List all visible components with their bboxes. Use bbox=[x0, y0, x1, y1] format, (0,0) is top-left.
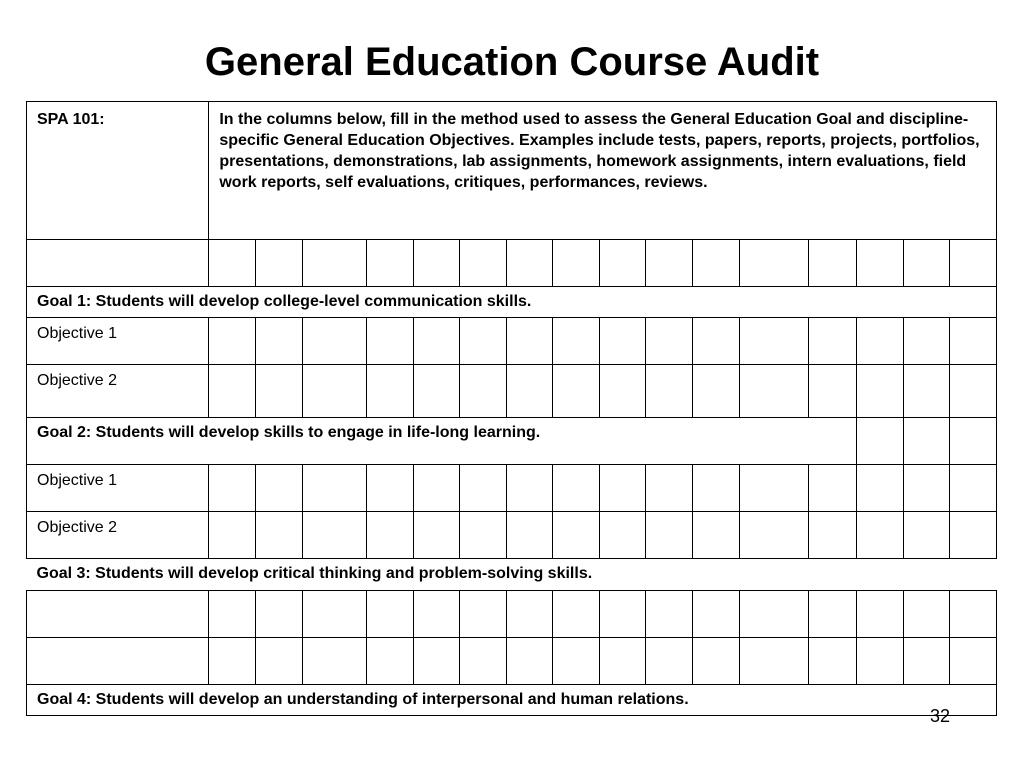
assessment-cell[interactable] bbox=[693, 365, 740, 418]
assessment-cell[interactable] bbox=[693, 465, 740, 512]
assessment-cell[interactable] bbox=[209, 638, 256, 685]
assessment-cell[interactable] bbox=[553, 318, 600, 365]
assessment-cell[interactable] bbox=[459, 512, 506, 559]
assessment-cell[interactable] bbox=[740, 318, 809, 365]
assessment-cell[interactable] bbox=[459, 591, 506, 638]
assessment-cell[interactable] bbox=[209, 318, 256, 365]
assessment-cell[interactable] bbox=[366, 512, 413, 559]
method-cell[interactable] bbox=[209, 240, 256, 287]
assessment-cell[interactable] bbox=[856, 365, 903, 418]
goal-row bbox=[27, 418, 997, 465]
method-cell[interactable] bbox=[413, 240, 459, 287]
objective-label: Objective 2 bbox=[27, 365, 209, 418]
assessment-cell[interactable] bbox=[209, 591, 256, 638]
goal-2-label: Goal 2: Students will develop skills to engage in life-long learning. bbox=[27, 418, 857, 465]
assessment-cell[interactable] bbox=[856, 638, 903, 685]
assessment-cell[interactable] bbox=[600, 318, 646, 365]
assessment-cell[interactable] bbox=[740, 365, 809, 418]
assessment-cell[interactable] bbox=[506, 591, 552, 638]
method-cell[interactable] bbox=[856, 240, 903, 287]
assessment-cell[interactable] bbox=[366, 318, 413, 365]
assessment-cell[interactable] bbox=[693, 512, 740, 559]
assessment-cell[interactable] bbox=[903, 365, 949, 418]
objective-label: Objective 1 bbox=[27, 318, 209, 365]
objective-label: Objective 2 bbox=[27, 512, 209, 559]
assessment-cell[interactable] bbox=[740, 591, 809, 638]
assessment-cell[interactable] bbox=[209, 512, 256, 559]
assessment-cell[interactable] bbox=[809, 638, 856, 685]
assessment-cell[interactable] bbox=[256, 512, 302, 559]
assessment-cell[interactable] bbox=[949, 638, 996, 685]
assessment-cell[interactable] bbox=[506, 318, 552, 365]
page-number: 32 bbox=[930, 706, 951, 726]
objective-row bbox=[27, 591, 997, 638]
assessment-cell[interactable] bbox=[209, 465, 256, 512]
assessment-cell[interactable] bbox=[506, 638, 552, 685]
assessment-cell[interactable] bbox=[302, 512, 366, 559]
assessment-cell[interactable] bbox=[553, 591, 600, 638]
assessment-cell[interactable] bbox=[209, 365, 256, 418]
assessment-cell[interactable] bbox=[856, 512, 903, 559]
assessment-cell[interactable] bbox=[413, 591, 459, 638]
assessment-cell[interactable] bbox=[600, 465, 646, 512]
goal-3-label: Goal 3: Students will develop critical thinking and problem-solving skills. bbox=[27, 559, 997, 591]
assessment-cell[interactable] bbox=[256, 365, 302, 418]
audit-table bbox=[26, 101, 997, 716]
assessment-cell[interactable] bbox=[600, 512, 646, 559]
assessment-cell[interactable] bbox=[949, 512, 996, 559]
method-cell[interactable] bbox=[256, 240, 302, 287]
assessment-cell[interactable] bbox=[506, 512, 552, 559]
assessment-cell[interactable] bbox=[646, 591, 693, 638]
assessment-cell[interactable] bbox=[949, 365, 996, 418]
objective-label bbox=[27, 638, 209, 685]
assessment-cell[interactable] bbox=[302, 638, 366, 685]
assessment-cell[interactable] bbox=[302, 365, 366, 418]
assessment-cell[interactable] bbox=[646, 365, 693, 418]
method-cell[interactable] bbox=[459, 240, 506, 287]
goal-row bbox=[27, 685, 997, 716]
goal-row bbox=[27, 559, 997, 591]
blank-cell bbox=[27, 240, 209, 287]
header-row bbox=[27, 102, 997, 240]
assessment-cell[interactable] bbox=[809, 512, 856, 559]
method-cell[interactable] bbox=[600, 240, 646, 287]
assessment-cell[interactable] bbox=[809, 591, 856, 638]
objective-row bbox=[27, 512, 997, 559]
assessment-cell[interactable] bbox=[740, 465, 809, 512]
assessment-cell[interactable] bbox=[413, 512, 459, 559]
assessment-cell[interactable] bbox=[459, 638, 506, 685]
page-title: General Education Course Audit bbox=[204, 40, 820, 84]
assessment-cell[interactable] bbox=[693, 638, 740, 685]
assessment-cell[interactable] bbox=[903, 318, 949, 365]
assessment-cell[interactable] bbox=[256, 318, 302, 365]
assessment-cell[interactable] bbox=[809, 465, 856, 512]
method-cell[interactable] bbox=[302, 240, 366, 287]
assessment-cell[interactable] bbox=[600, 638, 646, 685]
assessment-cell[interactable] bbox=[459, 318, 506, 365]
assessment-cell[interactable] bbox=[903, 591, 949, 638]
assessment-cell[interactable] bbox=[366, 591, 413, 638]
method-cell[interactable] bbox=[366, 240, 413, 287]
method-cell[interactable] bbox=[903, 240, 949, 287]
assessment-cell[interactable] bbox=[413, 318, 459, 365]
assessment-cell[interactable] bbox=[646, 512, 693, 559]
assessment-cell[interactable] bbox=[646, 638, 693, 685]
assessment-cell[interactable] bbox=[903, 418, 949, 465]
goal-row bbox=[27, 287, 997, 318]
assessment-cell[interactable] bbox=[949, 318, 996, 365]
assessment-cell[interactable] bbox=[856, 591, 903, 638]
assessment-cell[interactable] bbox=[413, 638, 459, 685]
assessment-cell[interactable] bbox=[413, 365, 459, 418]
assessment-cell[interactable] bbox=[903, 638, 949, 685]
assessment-cell[interactable] bbox=[553, 512, 600, 559]
method-cell[interactable] bbox=[693, 240, 740, 287]
method-cell[interactable] bbox=[553, 240, 600, 287]
objective-label bbox=[27, 591, 209, 638]
assessment-cell[interactable] bbox=[646, 318, 693, 365]
assessment-cell[interactable] bbox=[646, 465, 693, 512]
assessment-cell[interactable] bbox=[693, 591, 740, 638]
assessment-cell[interactable] bbox=[553, 365, 600, 418]
objective-row bbox=[27, 638, 997, 685]
assessment-cell[interactable] bbox=[506, 365, 552, 418]
assessment-cell[interactable] bbox=[856, 318, 903, 365]
assessment-cell[interactable] bbox=[302, 465, 366, 512]
assessment-cell[interactable] bbox=[256, 638, 302, 685]
assessment-cell[interactable] bbox=[740, 638, 809, 685]
assessment-cell[interactable] bbox=[302, 318, 366, 365]
method-cell[interactable] bbox=[506, 240, 552, 287]
assessment-cell[interactable] bbox=[506, 465, 552, 512]
assessment-cell[interactable] bbox=[413, 465, 459, 512]
assessment-cell[interactable] bbox=[903, 465, 949, 512]
course-code: SPA 101: bbox=[27, 102, 209, 240]
assessment-cell[interactable] bbox=[459, 465, 506, 512]
goal-4-label: Goal 4: Students will develop an understanding of interpersonal and human relations. bbox=[27, 685, 997, 716]
objective-row bbox=[27, 318, 997, 365]
objective-row bbox=[27, 365, 997, 418]
assessment-cell[interactable] bbox=[553, 465, 600, 512]
assessment-cell[interactable] bbox=[903, 512, 949, 559]
method-cell[interactable] bbox=[646, 240, 693, 287]
method-cell[interactable] bbox=[949, 240, 996, 287]
assessment-cell[interactable] bbox=[256, 465, 302, 512]
assessment-cell[interactable] bbox=[553, 638, 600, 685]
method-cell[interactable] bbox=[809, 240, 856, 287]
objective-label: Objective 1 bbox=[27, 465, 209, 512]
assessment-cell[interactable] bbox=[949, 591, 996, 638]
assessment-cell[interactable] bbox=[302, 591, 366, 638]
assessment-cell[interactable] bbox=[600, 365, 646, 418]
assessment-cell[interactable] bbox=[740, 512, 809, 559]
objective-row bbox=[27, 465, 997, 512]
method-cell[interactable] bbox=[740, 240, 809, 287]
goal-1-label: Goal 1: Students will develop college-level communication skills. bbox=[27, 287, 997, 318]
assessment-cell[interactable] bbox=[600, 591, 646, 638]
assessment-cell[interactable] bbox=[366, 465, 413, 512]
assessment-cell[interactable] bbox=[949, 418, 996, 465]
method-header-row bbox=[27, 240, 997, 287]
instructions-text: In the columns below, fill in the method used to assess the General Education Goal and discipline-specific General Education Objectives. Examples include tests, papers, reports, projects, portfolios, presentations, demonstrations, lab assignments, homework assignments, intern evaluations, field work reports, self evaluations, critiques, performances, reviews. bbox=[209, 102, 997, 240]
assessment-cell[interactable] bbox=[693, 318, 740, 365]
assessment-cell[interactable] bbox=[366, 638, 413, 685]
assessment-cell[interactable] bbox=[809, 318, 856, 365]
assessment-cell[interactable] bbox=[856, 465, 903, 512]
assessment-cell[interactable] bbox=[856, 418, 903, 465]
assessment-cell[interactable] bbox=[459, 365, 506, 418]
assessment-cell[interactable] bbox=[809, 365, 856, 418]
assessment-cell[interactable] bbox=[256, 591, 302, 638]
assessment-cell[interactable] bbox=[949, 465, 996, 512]
assessment-cell[interactable] bbox=[366, 365, 413, 418]
